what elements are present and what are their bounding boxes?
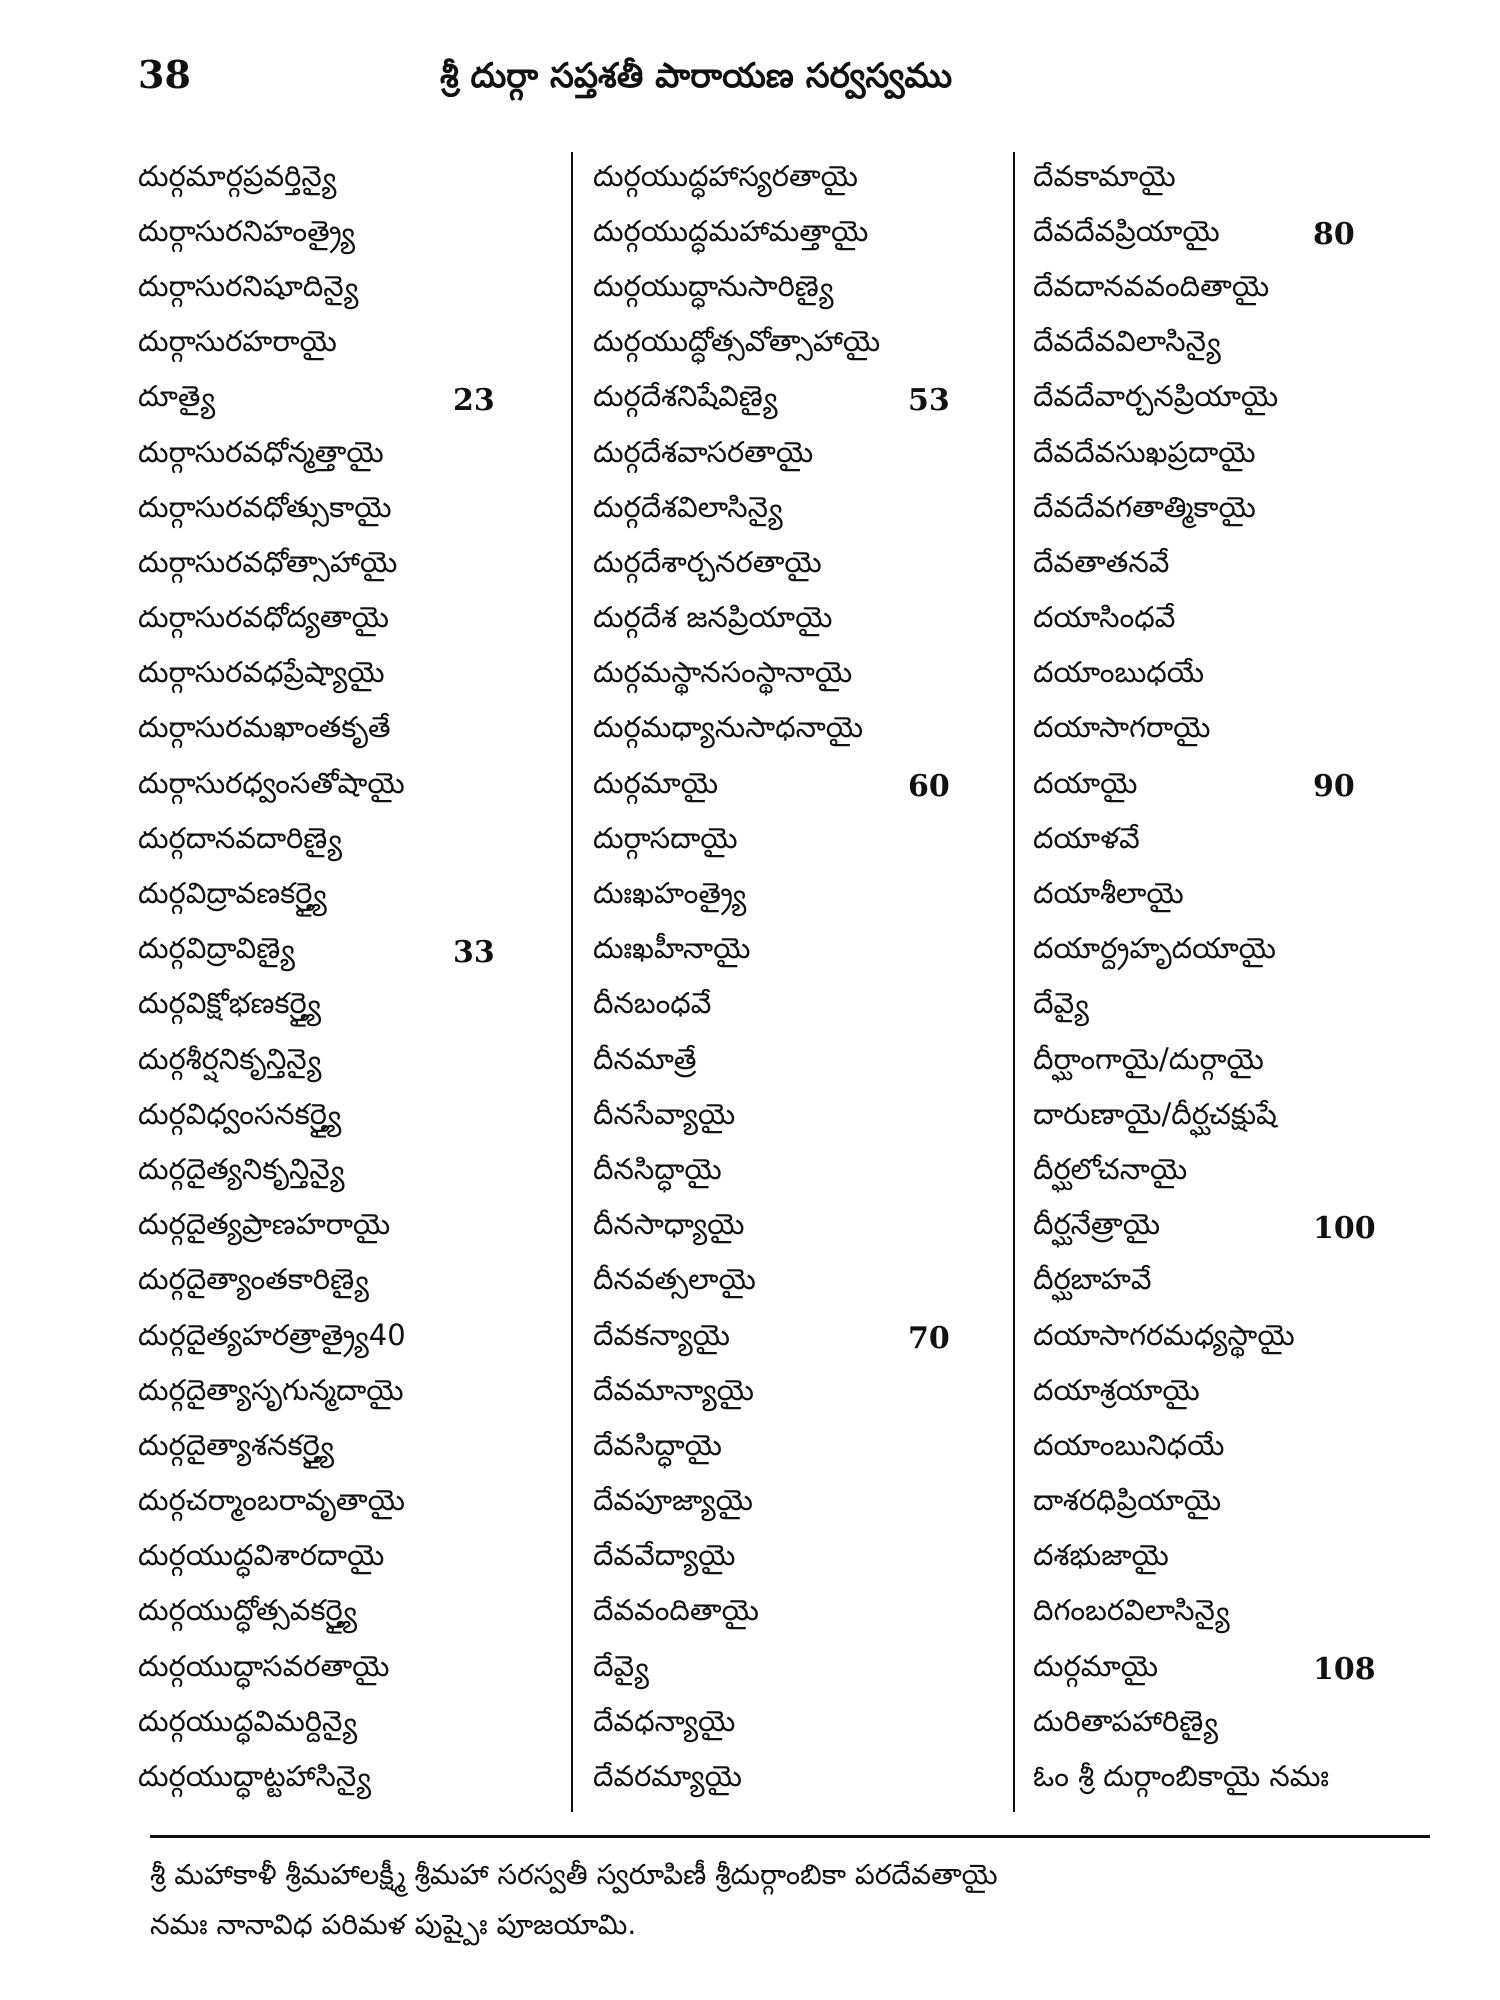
name-text: దేవవేద్యాయై	[593, 1538, 736, 1573]
name-text: దారుణాయై/దీర్ఘచక్షుషే	[1033, 1096, 1277, 1131]
list-item	[1033, 483, 1453, 538]
name-text: దేవదానవవందితాయై	[1033, 268, 1270, 303]
name-text: దయాసింధవే	[1033, 600, 1176, 635]
list-item	[1033, 1035, 1453, 1090]
name-text: దుర్గయుద్ధాసవరతాయై	[138, 1648, 390, 1683]
name-text: దేవమాన్యాయై	[593, 1372, 754, 1407]
name-text: దేవ్యై	[593, 1648, 649, 1683]
list-item	[1033, 538, 1453, 593]
list-item	[593, 1477, 1033, 1532]
list-item	[1033, 649, 1453, 704]
name-text: దుర్గశీర్షనికృన్తిన్యై	[138, 1041, 322, 1076]
list-item	[138, 1145, 578, 1200]
name-list-columns	[138, 152, 1428, 1832]
list-item	[138, 1477, 578, 1532]
name-text: దిగంబరవిలాసిన్యై	[1033, 1593, 1230, 1628]
list-item	[138, 1256, 578, 1311]
list-item	[593, 704, 1033, 759]
list-item	[1033, 1532, 1453, 1587]
name-text: దీనసిద్ధాయై	[593, 1151, 722, 1186]
name-text: దయాసాగరమధ్యస్థాయై	[1033, 1317, 1295, 1352]
list-item	[593, 594, 1033, 649]
name-text: దుర్గవిద్రావణకర్త్ర్యై	[138, 876, 327, 911]
name-text: దేవకన్యాయై	[593, 1317, 730, 1352]
name-text: దీర్ఘలోచనాయై	[1033, 1151, 1188, 1186]
list-item	[138, 1035, 578, 1090]
name-text: దీనసేవ్యాయై	[593, 1096, 736, 1131]
name-text: దయార్ద్రహృదయాయై	[1033, 931, 1276, 966]
name-text: దుర్గవిద్రావిణ్యై	[138, 931, 295, 966]
name-text: దుర్గమధ్యానుసాధనాయై	[593, 710, 864, 745]
list-item	[593, 925, 1033, 980]
list-item	[593, 1145, 1033, 1200]
list-item	[1033, 1477, 1453, 1532]
name-text: దుర్గమార్గప్రవర్తిన్యై	[138, 158, 337, 193]
list-item	[138, 1752, 578, 1807]
name-text: దేవ్యై	[1033, 986, 1089, 1021]
name-text: దీర్ఘబాహవే	[1033, 1262, 1152, 1297]
list-item	[138, 1201, 578, 1256]
list-item	[138, 1587, 578, 1642]
name-text: దురితాపహారిణ్యై	[1033, 1703, 1219, 1738]
list-item	[1033, 152, 1453, 207]
list-item	[1033, 1201, 1453, 1256]
name-text: దుర్గయుద్ధవిమర్దిన్యై	[138, 1703, 358, 1738]
list-item	[1033, 1587, 1453, 1642]
name-text: దుర్గాసురధ్వంసతోషాయై	[138, 765, 405, 800]
name-text: ఓం శ్రీ దుర్గాంబికాయై నమః	[1033, 1759, 1329, 1794]
name-text: దేవవందితాయై	[593, 1593, 759, 1628]
name-text: దుర్గచర్మాంబరావృతాయై	[138, 1483, 405, 1518]
name-column-1	[138, 152, 578, 1808]
name-text: దుర్గమాయై	[593, 765, 718, 800]
name-text: దేవదేవసుఖప్రదాయై	[1033, 434, 1256, 469]
name-text: దుర్గయుద్ధాట్టహాసిన్యై	[138, 1759, 372, 1794]
name-text: దుర్గాసురమఖాంతకృతే	[138, 710, 391, 745]
list-item	[593, 1532, 1033, 1587]
list-item	[138, 759, 578, 814]
name-count-number: 60	[908, 769, 950, 805]
list-item	[1033, 1752, 1453, 1807]
page-number: 38	[138, 52, 191, 97]
name-text: దుర్గదేశార్చనరతాయై	[593, 544, 822, 579]
list-item	[593, 318, 1033, 373]
list-item	[593, 1421, 1033, 1476]
list-item	[593, 1256, 1033, 1311]
name-text: దీనవత్సలాయై	[593, 1262, 756, 1297]
name-text: దుర్గాసురహరాయై	[138, 324, 337, 359]
name-text: దయాశ్రయాయై	[1033, 1372, 1200, 1407]
list-item	[138, 869, 578, 924]
name-text: దాశరధిప్రియాయై	[1033, 1483, 1222, 1518]
list-item	[1033, 373, 1453, 428]
list-item	[593, 1311, 1033, 1366]
list-item	[593, 649, 1033, 704]
list-item	[138, 1642, 578, 1697]
list-item	[1033, 869, 1453, 924]
list-item	[1033, 428, 1453, 483]
name-text: దీర్ఘనేత్రాయై	[1033, 1207, 1161, 1242]
list-item	[138, 1697, 578, 1752]
list-item	[138, 1532, 578, 1587]
name-text: దశభుజాయై	[1033, 1538, 1169, 1573]
name-text: దేవపూజ్యాయై	[593, 1483, 753, 1518]
list-item	[593, 980, 1033, 1035]
name-text: దుర్గయుద్ధోత్సవకర్త్ర్యై	[138, 1593, 357, 1628]
list-item	[1033, 318, 1453, 373]
list-item	[593, 152, 1033, 207]
name-text: దుర్గయుద్ధమహామత్తాయై	[593, 213, 869, 248]
list-item	[138, 1421, 578, 1476]
name-text: దేవదేవప్రియాయై	[1033, 213, 1220, 248]
list-item	[1033, 980, 1453, 1035]
list-item	[138, 925, 578, 980]
list-item	[1033, 1642, 1453, 1697]
list-item	[138, 704, 578, 759]
list-item	[593, 1035, 1033, 1090]
name-text: దేవసిద్ధాయై	[593, 1427, 722, 1462]
name-text: దయాయై	[1033, 765, 1138, 800]
name-text: దయాసాగరాయై	[1033, 710, 1211, 745]
name-text: దుర్గాసదాయై	[593, 820, 738, 855]
list-item	[593, 1752, 1033, 1807]
name-count-number: 33	[453, 934, 495, 970]
name-text: దేవధన్యాయై	[593, 1703, 736, 1738]
list-item	[1033, 1145, 1453, 1200]
list-item	[138, 207, 578, 262]
footer-prayer	[150, 1850, 1440, 1950]
list-item	[1033, 814, 1453, 869]
name-text: దయాశీలాయై	[1033, 876, 1184, 911]
name-text: దుఃఖహీనాయై	[593, 931, 751, 966]
list-item	[593, 1697, 1033, 1752]
list-item	[593, 814, 1033, 869]
list-item	[138, 538, 578, 593]
list-item	[593, 538, 1033, 593]
name-text: దుర్గదైత్యప్రాణహరాయై	[138, 1207, 391, 1242]
list-item	[593, 483, 1033, 538]
name-text: దుర్గాసురనిషూదిన్యై	[138, 268, 359, 303]
name-text: దేవదేవవిలాసిన్యై	[1033, 324, 1221, 359]
name-text: దీనసాధ్యాయై	[593, 1207, 745, 1242]
name-text: దుర్గాసురవధోత్సుకాయై	[138, 489, 392, 524]
name-count-number: 80	[1313, 217, 1355, 253]
name-text: దయాంబుధయే	[1033, 655, 1205, 690]
name-text: దుర్గవిక్షోభణకర్త్ర్యై	[138, 986, 322, 1021]
name-text: దేవదేవార్చనప్రియాయై	[1033, 379, 1279, 414]
list-item	[138, 262, 578, 317]
name-text: దేవరమ్యాయై	[593, 1759, 742, 1794]
list-item	[1033, 925, 1453, 980]
name-text: దుర్గదైత్యాశనకర్త్ర్యై	[138, 1427, 335, 1462]
list-item	[1033, 1366, 1453, 1421]
list-item	[1033, 1697, 1453, 1752]
list-item	[1033, 759, 1453, 814]
name-text: దుర్గదైత్యనికృన్తిన్యై	[138, 1151, 345, 1186]
list-item	[593, 759, 1033, 814]
list-item	[138, 594, 578, 649]
name-text: దుర్గదైత్యహరత్రాత్ర్యై40	[138, 1317, 406, 1352]
name-count-number: 70	[908, 1321, 950, 1357]
name-text: దుర్గదేశనిషేవిణ్యై	[593, 379, 778, 414]
footer-line-2: నమః నానావిధ పరిమళ పుష్పైః పూజయామి.	[150, 1908, 637, 1941]
name-text: దుర్గాసురవధోన్మత్తాయై	[138, 434, 384, 469]
name-text: దుర్గాసురవధోత్సాహాయై	[138, 544, 398, 579]
name-count-number: 100	[1313, 1210, 1376, 1246]
name-text: దుర్గమస్థానసంస్థానాయై	[593, 655, 853, 690]
name-text: దుర్గదేశవిలాసిన్యై	[593, 489, 783, 524]
name-text: దుర్గాసురవధోద్యతాయై	[138, 600, 389, 635]
name-text: దుర్గదేశవాసరతాయై	[593, 434, 814, 469]
name-text: దేవదేవగతాత్మికాయై	[1033, 489, 1256, 524]
list-item	[593, 207, 1033, 262]
list-item	[1033, 704, 1453, 759]
name-text: దయాళవే	[1033, 820, 1140, 855]
name-column-3	[1033, 152, 1453, 1808]
list-item	[593, 1201, 1033, 1256]
list-item	[593, 1090, 1033, 1145]
list-item	[1033, 1090, 1453, 1145]
list-item	[593, 373, 1033, 428]
list-item	[138, 152, 578, 207]
name-text: దీనమాత్రే	[593, 1041, 697, 1076]
list-item	[138, 980, 578, 1035]
list-item	[1033, 1421, 1453, 1476]
list-item	[138, 1366, 578, 1421]
name-text: దుర్గదేశ జనప్రియాయై	[593, 600, 833, 635]
list-item	[593, 869, 1033, 924]
name-text: దుర్గదానవదారిణ్యై	[138, 820, 343, 855]
name-text: దుఃఖహంత్ర్యై	[593, 876, 747, 911]
list-item	[1033, 1256, 1453, 1311]
list-item	[593, 428, 1033, 483]
list-item	[593, 1366, 1033, 1421]
name-text: దుర్గదైత్యాంతకారిణ్యై	[138, 1262, 369, 1297]
name-text: దయాంబునిధయే	[1033, 1427, 1225, 1462]
name-text: దీర్ఘాంగాయై/దుర్గాయై	[1033, 1041, 1264, 1076]
name-text: దుర్గదైత్యాసృగున్మదాయై	[138, 1372, 404, 1407]
name-text: దుర్గాసురవధప్రేష్యాయై	[138, 655, 385, 690]
name-text: దూత్యై	[138, 379, 216, 414]
list-item	[593, 262, 1033, 317]
list-item	[138, 483, 578, 538]
name-text: దుర్గయుద్ధోత్సవోత్సాహాయై	[593, 324, 881, 359]
name-text: దుర్గవిధ్వంసనకర్త్ర్యై	[138, 1096, 342, 1131]
name-text: దుర్గాసురనిహంత్ర్యై	[138, 213, 356, 248]
list-item	[1033, 594, 1453, 649]
name-count-number: 108	[1313, 1652, 1376, 1688]
name-text: దేవతాతనవే	[1033, 544, 1170, 579]
list-item	[1033, 262, 1453, 317]
name-count-number: 90	[1313, 769, 1355, 805]
list-item	[593, 1587, 1033, 1642]
footer-line-1: శ్రీ మహాకాళీ శ్రీమహాలక్ష్మీ శ్రీమహా సరస్వతీ స్వరూపిణీ శ్రీదుర్గాంబికా పరదేవతాయై	[150, 1858, 998, 1891]
list-item	[138, 318, 578, 373]
name-text: దుర్గయుద్ధహాస్యరతాయై	[593, 158, 858, 193]
name-text: దుర్గయుద్ధవిశారదాయై	[138, 1538, 385, 1573]
list-item	[138, 649, 578, 704]
footer-rule	[150, 1835, 1430, 1838]
list-item	[593, 1642, 1033, 1697]
name-count-number: 23	[453, 382, 495, 418]
list-item	[1033, 207, 1453, 262]
name-text: దుర్గయుద్ధానుసారిణ్యై	[593, 268, 834, 303]
list-item	[138, 1311, 578, 1366]
list-item	[138, 814, 578, 869]
name-text: దీనబంధవే	[593, 986, 712, 1021]
list-item	[138, 428, 578, 483]
name-count-number: 53	[908, 382, 950, 418]
page-title: శ్రీ దుర్గా సప్తశతీ పారాయణ సర్వస్వము	[440, 56, 953, 96]
name-column-2	[593, 152, 1033, 1808]
name-text: దుర్గమాయై	[1033, 1648, 1158, 1683]
list-item	[138, 1090, 578, 1145]
list-item	[1033, 1311, 1453, 1366]
list-item	[138, 373, 578, 428]
name-text: దేవకామాయై	[1033, 158, 1176, 193]
